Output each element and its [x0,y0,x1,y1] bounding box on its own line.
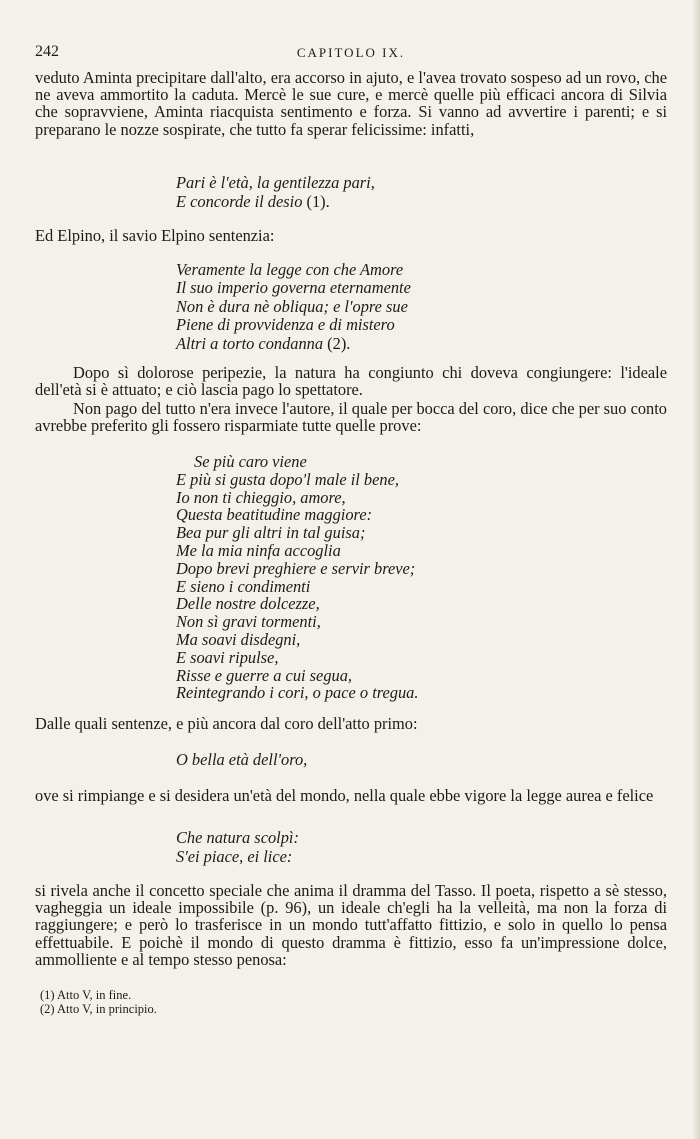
page-edge-shadow [692,0,700,1139]
verse-line: Che natura scolpì: [176,828,299,847]
paragraph-6: ove si rimpiange e si desidera un'età del mondo, nella quale ebbe vigore la legge aurea e felice [35,786,654,805]
verse-quote-3 [176,453,418,702]
verse-line: Se più caro viene [194,452,307,471]
verse-line-text: Altri a torto condanna [176,333,324,353]
verse-line: Non sì gravi tormenti, [176,612,321,632]
footnotes [40,988,157,1016]
verse-line: Me la mia ninfa accoglia [176,540,341,560]
paragraph-3: Dopo sì dolorose peripezie, la natura ha congiunto chi doveva congiungere: l'ideale dell'età si è attuato; e ciò lascia pago lo spettatore. [35,363,667,400]
verse-line: O bella età dell'oro, [176,750,308,769]
verse-line: Il suo imperio governa eternamente [176,278,411,298]
running-header [35,43,667,63]
paragraph-1: veduto Aminta precipitare dall'alto, era accorso in ajuto, e l'avea trovato sospeso ad un rovo, che ne aveva ammortito la caduta. Mercè le sue cure, e mercè quelle più efficaci ancora di Silvia che sopravviene, Aminta riacquista sentimento e forza. Si vanno ad avvertire i parenti; e si preparano le nozze sospirate, che tutto fa sperar felicissime: infatti, [35,68,667,139]
verse-line: Veramente la legge con che Amore [176,260,404,279]
verse-line: Questa beatitudine maggiore: [176,505,373,525]
footnote-ref: (1). [302,192,330,211]
paragraph-7: si rivela anche il concetto speciale che anima il dramma del Tasso. Il poeta, rispetto a sè stesso, vagheggia un ideale impossibile (p. 96), un ideale ch'egli ha la velleità, ma non la forza di raggiungere; e però lo trasferisce in un mondo tutt'affatto fittizio, e solo in quello lo pensa effettuabile. E poichè il mondo di questo dramma è fittizio, esso fa un'impressione dolce, ammolliente e al tempo stesso penosa: [35,881,667,969]
verse-line: Ma soavi disdegni, [176,629,301,649]
verse-line: Non è dura nè obliqua; e l'opre sue [176,296,408,316]
verse-line: Delle nostre dolcezze, [176,594,320,614]
footnote-2: (2) Atto V, in principio. [40,1002,157,1016]
verse-line [176,192,375,211]
verse-line: E sieno i condimenti [176,576,311,596]
page-number: 242 [35,43,59,60]
verse-line: Risse e guerre a cui segua, [176,665,353,685]
verse-line: S'ei piace, ei lice: [176,847,293,866]
verse-line: Reintegrando i cori, o pace o tregua. [176,683,419,703]
verse-line: Io non ti chieggio, amore, [176,487,346,507]
verse-line: E più si gusta dopo'l male il bene, [176,469,399,489]
paragraph-2: Ed Elpino, il savio Elpino sentenzia: [35,226,275,245]
chapter-title: CAPITOLO IX. [296,45,406,60]
verse-line: Dopo brevi preghiere e servir breve; [176,558,416,578]
verse-line: Piene di provvidenza e di mistero [176,315,395,335]
verse-line: Bea pur gli altri in tal guisa; [176,523,366,543]
verse-quote-5 [176,828,299,866]
verse-line: E soavi ripulse, [176,647,279,667]
verse-quote-2 [176,261,411,353]
footnote-1: (1) Atto V, in fine. [40,988,132,1002]
paragraph-4: Non pago del tutto n'era invece l'autore, il quale per bocca del coro, dice che per suo conto avrebbe preferito gli fossero risparmiate tutte quelle prove: [35,399,667,436]
verse-quote-1 [176,173,375,211]
footnote-ref: (2). [323,333,351,353]
verse-line [176,335,411,353]
verse-quote-4 [176,750,307,769]
paragraph-5: Dalle quali sentenze, e più ancora dal coro dell'atto primo: [35,714,418,733]
verse-line: Pari è l'età, la gentilezza pari, [176,173,375,192]
verse-line-text: E concorde il desio [176,192,303,211]
